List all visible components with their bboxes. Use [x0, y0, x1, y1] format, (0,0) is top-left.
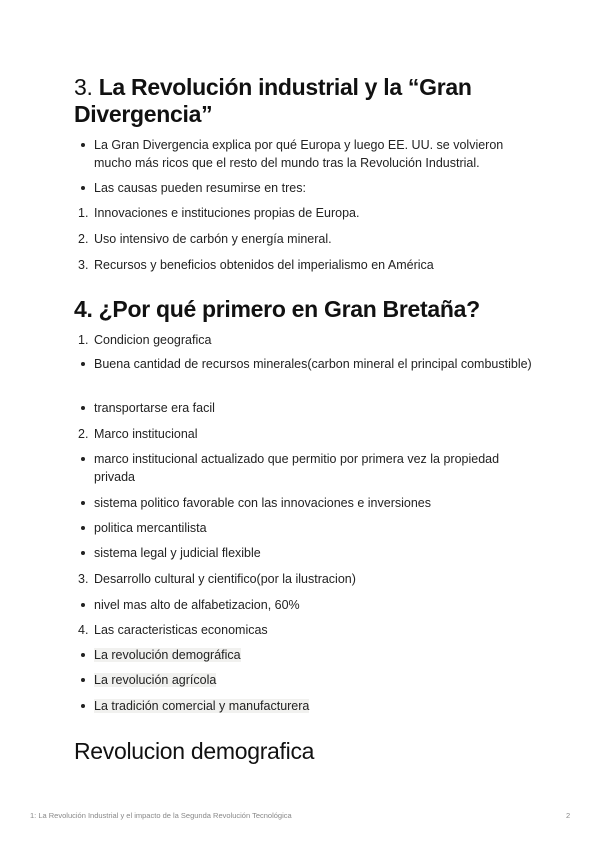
list-item — [78, 621, 538, 639]
list-item — [78, 697, 538, 715]
bullet-marker — [81, 678, 85, 682]
bullet-marker — [81, 653, 85, 657]
list-item-text: Recursos y beneficios obtenidos del imperialismo en América — [94, 258, 434, 272]
list-item — [78, 204, 538, 222]
list-item-text: marco institucional actualizado que permitio por primera vez la propiedad privada — [94, 452, 500, 484]
list-item — [78, 494, 538, 512]
list-item — [78, 646, 538, 664]
list-item-text: sistema legal y judicial flexible — [94, 546, 261, 560]
number-marker: 3. — [78, 572, 89, 586]
page-number: 2 — [566, 811, 571, 820]
list-item — [78, 355, 538, 373]
number-marker: 1. — [78, 333, 89, 347]
section-3-title-line1: La Revolución industrial y la “Gran — [98, 74, 472, 100]
bullet-marker — [81, 406, 85, 410]
list-item-text: sistema politico favorable con las innovaciones e inversiones — [94, 496, 431, 510]
list-item — [78, 570, 538, 588]
number-marker: 3. — [78, 258, 89, 272]
section-5-heading: Revolucion demografica — [74, 738, 315, 764]
bullet-marker — [81, 457, 85, 461]
highlighted-text: La tradición comercial y manufacturera — [94, 699, 310, 713]
list-item — [78, 256, 538, 274]
bullet-marker — [81, 501, 85, 505]
page-footer: 1: La Revolución Industrial y el impacto de la Segunda Revolución Tecnológica — [30, 811, 292, 820]
list-item-text: politica mercantilista — [94, 521, 207, 535]
list-item-text: Condicion geografica — [94, 333, 212, 347]
list-item-text: Uso intensivo de carbón y energía mineral. — [94, 232, 332, 246]
list-item — [78, 179, 538, 197]
bullet-marker — [81, 551, 85, 555]
list-item-text: Las caracteristicas economicas — [94, 623, 268, 637]
list-item-text: Marco institucional — [94, 427, 198, 441]
section-3-heading-line2 — [74, 101, 212, 128]
list-item — [78, 544, 538, 562]
list-item — [78, 425, 538, 443]
bullet-marker — [81, 704, 85, 708]
list-item-text: Innovaciones e instituciones propias de Europa. — [94, 206, 360, 220]
list-item-text: La Gran Divergencia explica por qué Europa y luego EE. UU. se volvieron mucho más ricos que el resto del mundo tras la Revolución Industrial. — [94, 138, 504, 170]
section-4-heading: 4. ¿Por qué primero en Gran Bretaña? — [74, 296, 480, 322]
list-item — [78, 519, 538, 537]
list-item — [78, 136, 538, 172]
list-item — [78, 450, 538, 486]
section-3-number: 3. — [74, 74, 93, 100]
number-marker: 2. — [78, 427, 89, 441]
list-item — [78, 399, 538, 417]
list-item-text: Las causas pueden resumirse en tres: — [94, 181, 306, 195]
list-item-text: transportarse era facil — [94, 401, 215, 415]
bullet-marker — [81, 186, 85, 190]
list-item — [78, 671, 538, 689]
bullet-marker — [81, 362, 85, 366]
bullet-marker — [81, 143, 85, 147]
list-item-text: Desarrollo cultural y cientifico(por la ilustracion) — [94, 572, 356, 586]
list-item — [78, 230, 538, 248]
list-item — [78, 596, 538, 614]
list-item-text: Buena cantidad de recursos minerales(carbon mineral el principal combustible) — [94, 357, 532, 371]
highlighted-text: La revolución agrícola — [94, 673, 217, 687]
section-3-heading — [74, 74, 472, 101]
bullet-marker — [81, 603, 85, 607]
number-marker: 2. — [78, 232, 89, 246]
highlighted-text: La revolución demográfica — [94, 648, 241, 662]
list-item-text: nivel mas alto de alfabetizacion, 60% — [94, 598, 300, 612]
list-item — [78, 331, 538, 349]
bullet-marker — [81, 526, 85, 530]
section-3-title-line2: Divergencia” — [74, 101, 213, 127]
number-marker: 1. — [78, 206, 89, 220]
number-marker: 4. — [78, 623, 89, 637]
